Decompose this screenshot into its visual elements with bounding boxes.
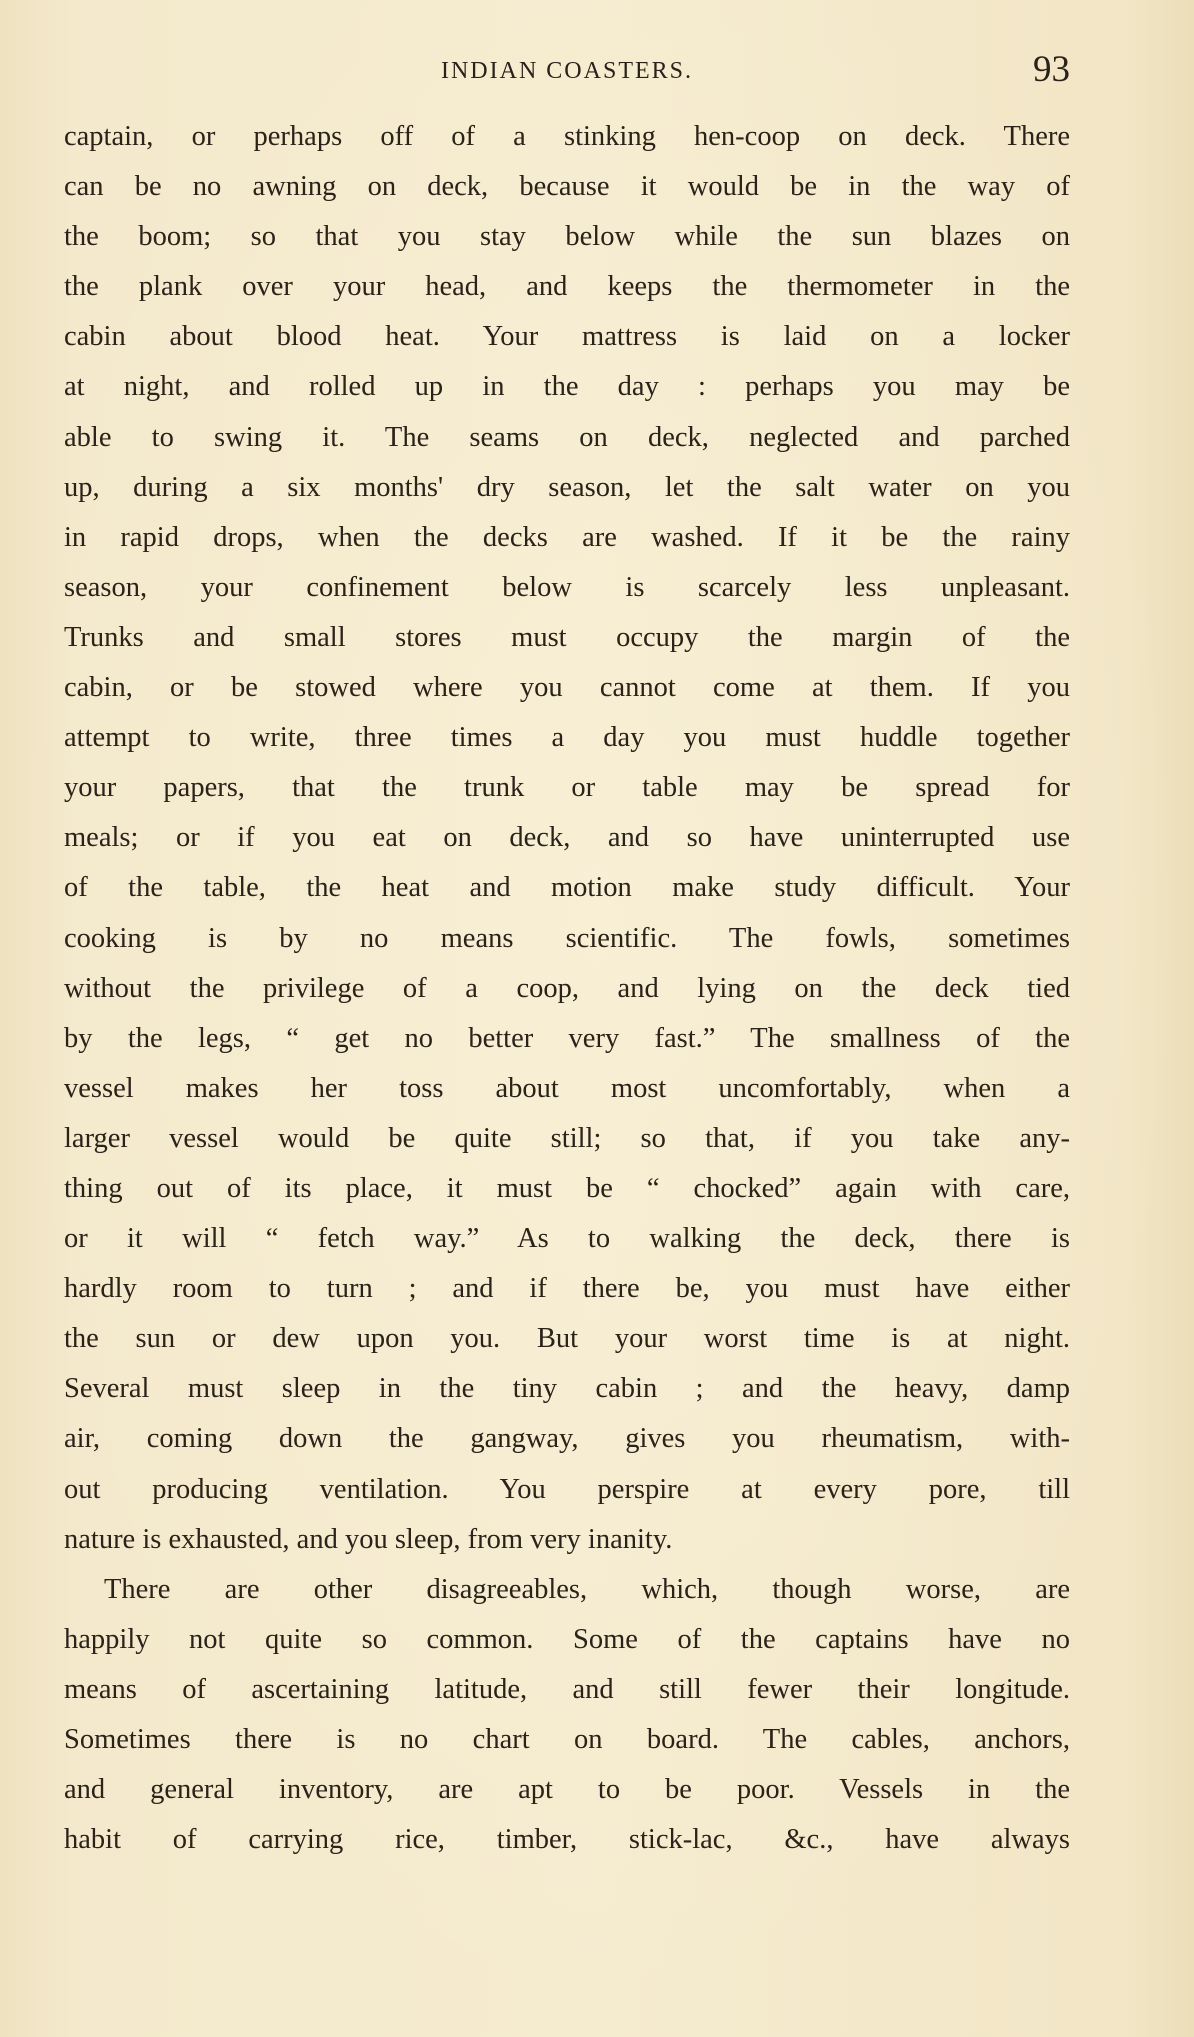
text-line: air, coming down the gangway, gives you rheumatism, with- — [64, 1423, 1070, 1455]
text-line: Sometimes there is no chart on board. The cables, anchors, — [64, 1724, 1070, 1755]
text-line: out producing ventilation. You perspire at every pore, till — [64, 1473, 1070, 1505]
text-line: hardly room to turn ; and if there be, you must have either — [64, 1273, 1070, 1305]
text-line: cabin, or be stowed where you cannot come at them. If you — [64, 672, 1070, 704]
text-line: able to swing it. The seams on deck, neglected and parched — [64, 421, 1070, 453]
text-line: can be no awning on deck, because it would be in the way of — [64, 171, 1070, 203]
text-line: Trunks and small stores must occupy the margin of the — [64, 621, 1070, 653]
text-line: season, your confinement below is scarcely less unpleasant. — [64, 571, 1070, 603]
text-line: or it will “ fetch way.” As to walking the deck, there is — [64, 1223, 1070, 1255]
text-line: cooking is by no means scientific. The fowls, sometimes — [64, 922, 1070, 954]
text-line: the boom; so that you stay below while the sun blazes on — [64, 221, 1070, 253]
text-line: habit of carrying rice, timber, stick-lac, &c., have always — [64, 1824, 1070, 1856]
text-line: at night, and rolled up in the day : perhaps you may be — [64, 371, 1070, 403]
text-line: without the privilege of a coop, and lying on the deck tied — [64, 972, 1070, 1004]
text-line: in rapid drops, when the decks are washed. If it be the rainy — [64, 521, 1070, 553]
page-header — [64, 48, 1070, 98]
text-line: by the legs, “ get no better very fast.” The smallness of the — [64, 1022, 1070, 1054]
text-line: attempt to write, three times a day you must huddle together — [64, 722, 1070, 754]
text-line: meals; or if you eat on deck, and so have uninterrupted use — [64, 822, 1070, 854]
paragraph-first-line: There are other disagreeables, which, though worse, are — [104, 1573, 1070, 1605]
text-line: happily not quite so common. Some of the captains have no — [64, 1623, 1070, 1655]
text-line: your papers, that the trunk or table may be spread for — [64, 772, 1070, 804]
text-line: thing out of its place, it must be “ chocked” again with care, — [64, 1172, 1070, 1204]
text-line: the plank over your head, and keeps the thermometer in the — [64, 271, 1070, 303]
text-line: up, during a six months' dry season, let the salt water on you — [64, 471, 1070, 503]
running-head: INDIAN COASTERS. — [440, 58, 693, 84]
text-line: and general inventory, are apt to be poor. Vessels in the — [64, 1774, 1070, 1806]
text-line: nature is exhausted, and you sleep, from very inanity. — [64, 1523, 673, 1555]
text-line: cabin about blood heat. Your mattress is laid on a locker — [64, 321, 1070, 353]
text-line: vessel makes her toss about most uncomfortably, when a — [64, 1072, 1070, 1104]
text-line: of the table, the heat and motion make study difficult. Your — [64, 872, 1070, 904]
text-line: Several must sleep in the tiny cabin ; and the heavy, damp — [64, 1373, 1070, 1405]
text-line: larger vessel would be quite still; so that, if you take any- — [64, 1122, 1070, 1154]
text-line: means of ascertaining latitude, and still fewer their longitude. — [64, 1673, 1070, 1705]
body-text — [64, 112, 1070, 1865]
text-line: the sun or dew upon you. But your worst time is at night. — [64, 1323, 1070, 1355]
page-number: 93 — [1033, 49, 1070, 90]
text-line: captain, or perhaps off of a stinking hen-coop on deck. There — [64, 121, 1070, 152]
